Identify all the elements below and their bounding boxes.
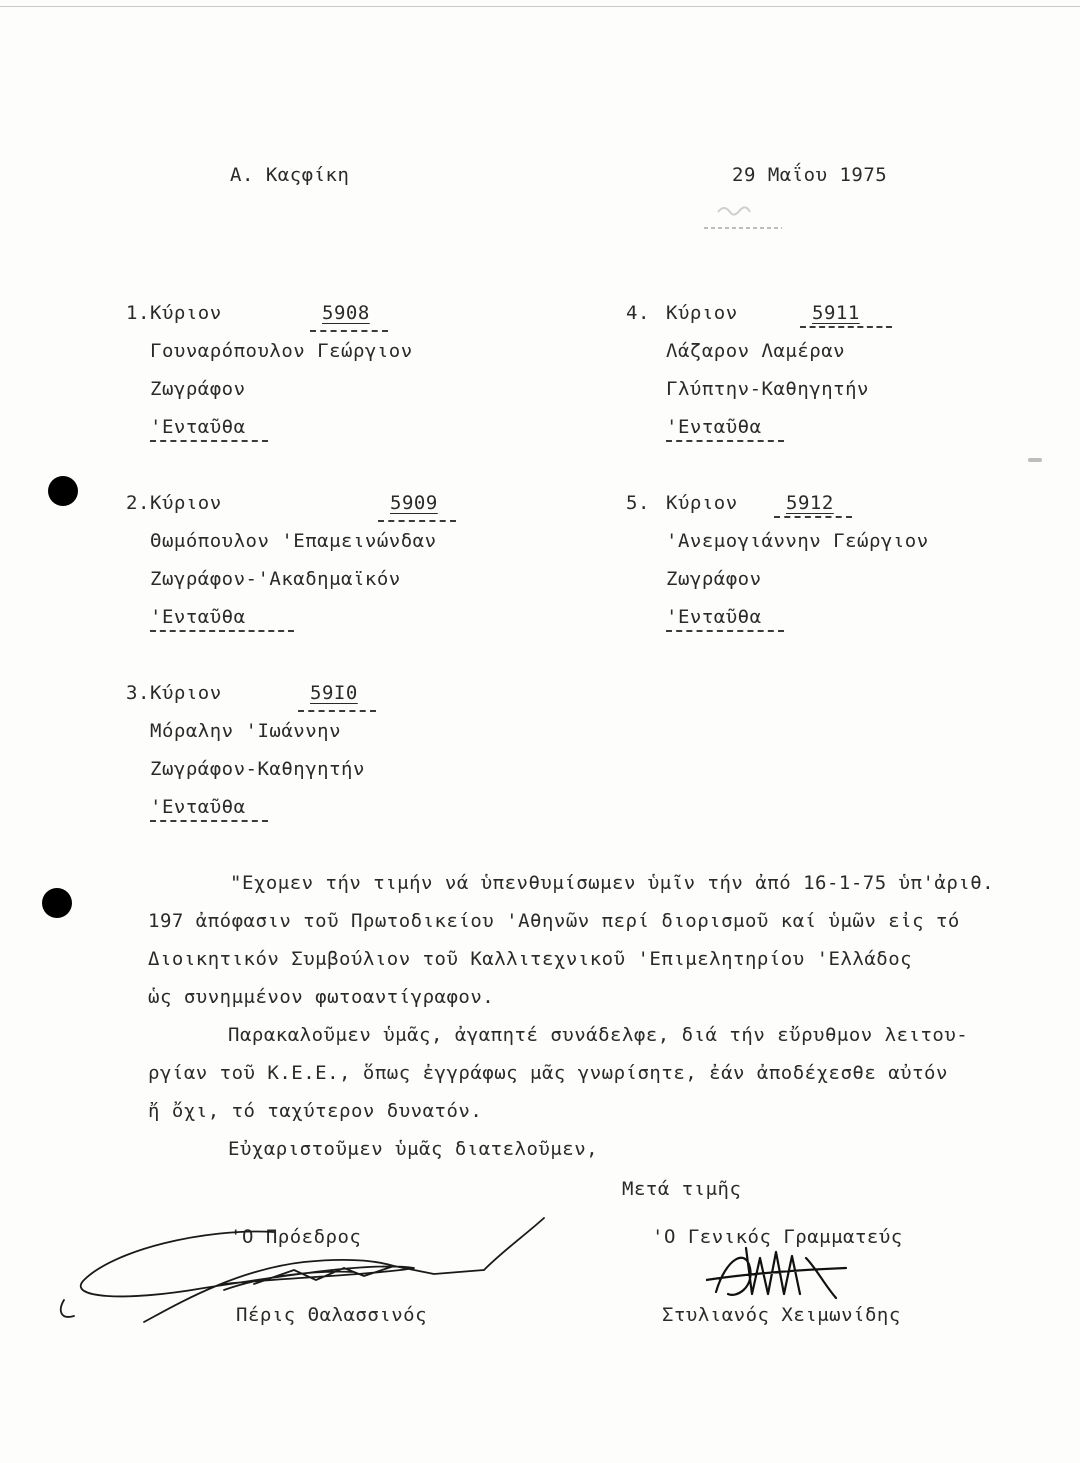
ref-dashed-underline xyxy=(310,330,388,332)
recipient-salutation: Κύριον xyxy=(150,682,222,704)
body-line: "Εχομεν τήν τιμήν νά ὑπενθυμίσωμεν ὑμῖν τήν ἀπό 16-1-75 ὑπ'ἀριθ. xyxy=(230,872,995,894)
punch-hole-bottom xyxy=(42,888,72,918)
body-line: 197 ἀπόφασιν τοῦ Πρωτοδικείου 'Αθηνῶν περί διορισμοῦ καί ὑμῶν εἰς τό xyxy=(148,910,960,932)
president-title: 'Ο Πρόεδρος xyxy=(230,1226,362,1248)
recipient-number: 2. xyxy=(126,492,150,514)
secretary-title: 'Ο Γενικός Γραμματεύς xyxy=(652,1226,903,1248)
body-line: ὡς συνημμένον φωτοαντίγραφον. xyxy=(148,986,495,1008)
recipient-salutation: Κύριον xyxy=(666,302,738,324)
recipient-location: 'Ενταῦθα xyxy=(150,796,246,818)
body-line: ἤ ὄχι, τό ταχύτερον δυνατόν. xyxy=(148,1100,483,1122)
secretary-name: Στυλιανός Χειμωνίδης xyxy=(662,1304,901,1326)
location-dashed-underline xyxy=(150,820,268,822)
recipient-name: 'Ανεμογιάννην Γεώργιον xyxy=(666,530,929,552)
secretary-signature-icon xyxy=(706,1238,856,1318)
ref-dashed-underline xyxy=(800,326,892,328)
recipient-ref-number: 5911 xyxy=(812,302,860,324)
recipient-ref-number: 59Ι0 xyxy=(310,682,358,704)
recipient-title: Ζωγράφον-Καθηγητήν xyxy=(150,758,365,780)
letter-date: 29 Μαΐου 1975 xyxy=(732,164,888,186)
recipient-name: Γουναρόπουλον Γεώργιον xyxy=(150,340,413,362)
body-line: ργίαν τοῦ Κ.Ε.Ε., ὅπως ἐγγράφως μᾶς γνωρίσητε, ἐάν ἀποδέχεσθε αὐτόν xyxy=(148,1062,948,1084)
ref-dashed-underline xyxy=(378,520,456,522)
recipient-number: 4. xyxy=(626,302,650,324)
recipient-location: 'Ενταῦθα xyxy=(150,416,246,438)
recipient-location: 'Ενταῦθα xyxy=(150,606,246,628)
body-line: Εὐχαριστοῦμεν ὑμᾶς διατελοῦμεν, xyxy=(228,1138,599,1160)
top-edge-rule xyxy=(0,6,1080,7)
location-dashed-underline xyxy=(150,630,294,632)
recipient-ref-number: 5912 xyxy=(786,492,834,514)
recipient-title: Ζωγράφον xyxy=(150,378,246,400)
recipient-name: Θωμόπουλον 'Επαμεινώνδαν xyxy=(150,530,437,552)
recipient-title: Ζωγράφον xyxy=(666,568,762,590)
recipient-number: 3. xyxy=(126,682,150,704)
body-line: Παρακαλοῦμεν ὑμᾶς, ἀγαπητέ συνάδελφε, διά τήν εὔρυθμον λειτου- xyxy=(228,1024,969,1046)
recipient-location: 'Ενταῦθα xyxy=(666,416,762,438)
president-signature-icon xyxy=(54,1210,574,1340)
closing-respect: Μετά τιμῆς xyxy=(622,1178,742,1200)
recipient-title: Γλύπτην-Καθηγητήν xyxy=(666,378,869,400)
recipient-salutation: Κύριον xyxy=(666,492,738,514)
body-line: Διοικητικόν Συμβούλιον τοῦ Καλλιτεχνικοῦ 'Επιμελητηρίου 'Ελλάδος xyxy=(148,948,913,970)
recipient-ref-number: 5909 xyxy=(390,492,438,514)
ink-blot xyxy=(1028,458,1042,462)
recipient-location: 'Ενταῦθα xyxy=(666,606,762,628)
recipient-number: 1. xyxy=(126,302,150,324)
sender-initial-name: Α. Καςφίκη xyxy=(230,164,350,186)
recipient-salutation: Κύριον xyxy=(150,492,222,514)
location-dashed-underline xyxy=(666,630,784,632)
punch-hole-top xyxy=(48,476,78,506)
location-dashed-underline xyxy=(150,440,268,442)
faint-stamp-icon xyxy=(700,200,786,230)
recipient-salutation: Κύριον xyxy=(150,302,222,324)
recipient-ref-number: 5908 xyxy=(322,302,370,324)
ref-dashed-underline xyxy=(298,710,376,712)
recipient-title: Ζωγράφον-'Ακαδημαϊκόν xyxy=(150,568,401,590)
recipient-name: Μόραλην 'Ιωάννην xyxy=(150,720,342,742)
recipient-name: Λάζαρον Λαμέραν xyxy=(666,340,846,362)
ref-dashed-underline xyxy=(774,516,852,518)
recipient-number: 5. xyxy=(626,492,650,514)
location-dashed-underline xyxy=(666,440,784,442)
president-name: Πέρις Θαλασσινός xyxy=(236,1304,428,1326)
